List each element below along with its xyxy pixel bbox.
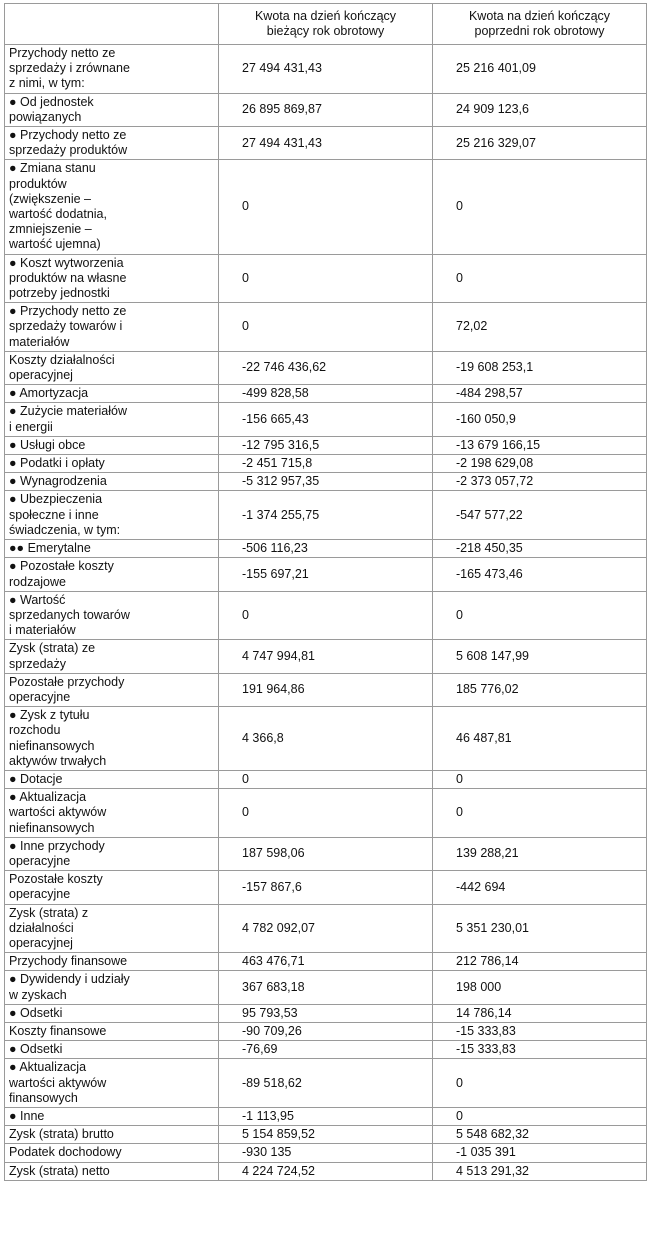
current-year-value: 4 747 994,81 — [219, 640, 433, 673]
table-row — [5, 127, 647, 160]
current-year-value: 4 366,8 — [219, 707, 433, 771]
current-year-value: -2 451 715,8 — [219, 455, 433, 473]
row-label: Koszty finansowe — [5, 1022, 219, 1040]
current-year-value: -156 665,43 — [219, 403, 433, 436]
table-row — [5, 455, 647, 473]
row-label: Pozostałe przychody operacyjne — [5, 673, 219, 706]
table-row — [5, 540, 647, 558]
current-year-value: -5 312 957,35 — [219, 473, 433, 491]
previous-year-value: -15 333,83 — [433, 1041, 647, 1059]
table-row — [5, 1126, 647, 1144]
row-label: ● Dywidendy i udziały w zyskach — [5, 971, 219, 1004]
table-row — [5, 971, 647, 1004]
previous-year-value: 5 351 230,01 — [433, 904, 647, 953]
row-label: ● Podatki i opłaty — [5, 455, 219, 473]
current-year-value: 0 — [219, 789, 433, 838]
previous-year-value: -2 373 057,72 — [433, 473, 647, 491]
current-year-value: 0 — [219, 303, 433, 352]
row-label: Przychody netto ze sprzedaży i zrównane z nimi, w tym: — [5, 45, 219, 94]
row-label: Zysk (strata) brutto — [5, 1126, 219, 1144]
row-label: ● Koszt wytworzenia produktów na własne potrzeby jednostki — [5, 254, 219, 303]
income-statement-table — [4, 3, 647, 1181]
current-year-value: 0 — [219, 160, 433, 254]
previous-year-value: 0 — [433, 160, 647, 254]
table-row — [5, 436, 647, 454]
previous-year-value: -484 298,57 — [433, 385, 647, 403]
row-label: ● Aktualizacja wartości aktywów finansowych — [5, 1059, 219, 1108]
row-label: ● Wynagrodzenia — [5, 473, 219, 491]
row-label: ● Aktualizacja wartości aktywów niefinansowych — [5, 789, 219, 838]
row-label: ● Odsetki — [5, 1041, 219, 1059]
previous-year-value: 185 776,02 — [433, 673, 647, 706]
previous-year-value: 46 487,81 — [433, 707, 647, 771]
row-label: Zysk (strata) ze sprzedaży — [5, 640, 219, 673]
table-row — [5, 1144, 647, 1162]
header-row — [5, 4, 647, 45]
previous-year-value: 24 909 123,6 — [433, 93, 647, 126]
table-row — [5, 351, 647, 384]
table-body — [5, 45, 647, 1181]
table-row — [5, 789, 647, 838]
previous-year-value: -547 577,22 — [433, 491, 647, 540]
row-label: ● Zmiana stanu produktów (zwiększenie – wartość dodatnia, zmniejszenie – wartość ujemna) — [5, 160, 219, 254]
previous-year-value: -15 333,83 — [433, 1022, 647, 1040]
table-row — [5, 45, 647, 94]
table-row — [5, 770, 647, 788]
current-year-value: 4 782 092,07 — [219, 904, 433, 953]
previous-year-value: 0 — [433, 591, 647, 640]
row-label: Zysk (strata) netto — [5, 1162, 219, 1180]
current-year-value: -90 709,26 — [219, 1022, 433, 1040]
current-year-value: -930 135 — [219, 1144, 433, 1162]
row-label: ● Zużycie materiałów i energii — [5, 403, 219, 436]
previous-year-value: -442 694 — [433, 871, 647, 904]
current-year-value: -12 795 316,5 — [219, 436, 433, 454]
previous-year-value: 5 548 682,32 — [433, 1126, 647, 1144]
previous-year-value: 4 513 291,32 — [433, 1162, 647, 1180]
row-label: Koszty działalności operacyjnej — [5, 351, 219, 384]
table-row — [5, 254, 647, 303]
previous-year-value: 0 — [433, 254, 647, 303]
row-label: ● Zysk z tytułu rozchodu niefinansowych aktywów trwałych — [5, 707, 219, 771]
current-year-value: 26 895 869,87 — [219, 93, 433, 126]
table-row — [5, 871, 647, 904]
table-row — [5, 1162, 647, 1180]
previous-year-value: 72,02 — [433, 303, 647, 352]
current-year-value: 5 154 859,52 — [219, 1126, 433, 1144]
table-row — [5, 1022, 647, 1040]
table-row — [5, 303, 647, 352]
previous-year-value: -19 608 253,1 — [433, 351, 647, 384]
header-current-year: Kwota na dzień kończący bieżący rok obrotowy — [219, 4, 433, 45]
current-year-value: 187 598,06 — [219, 837, 433, 870]
table-row — [5, 385, 647, 403]
row-label: ● Inne — [5, 1108, 219, 1126]
current-year-value: -1 374 255,75 — [219, 491, 433, 540]
row-label: Pozostałe koszty operacyjne — [5, 871, 219, 904]
previous-year-value: 25 216 401,09 — [433, 45, 647, 94]
previous-year-value: 14 786,14 — [433, 1004, 647, 1022]
previous-year-value: 139 288,21 — [433, 837, 647, 870]
row-label: ●● Emerytalne — [5, 540, 219, 558]
previous-year-value: -160 050,9 — [433, 403, 647, 436]
row-label: ● Dotacje — [5, 770, 219, 788]
current-year-value: 191 964,86 — [219, 673, 433, 706]
current-year-value: 463 476,71 — [219, 953, 433, 971]
table-row — [5, 591, 647, 640]
current-year-value: -157 867,6 — [219, 871, 433, 904]
row-label: ● Pozostałe koszty rodzajowe — [5, 558, 219, 591]
row-label: ● Przychody netto ze sprzedaży produktów — [5, 127, 219, 160]
current-year-value: 0 — [219, 591, 433, 640]
row-label: ● Odsetki — [5, 1004, 219, 1022]
row-label: ● Ubezpieczenia społeczne i inne świadczenia, w tym: — [5, 491, 219, 540]
table-row — [5, 160, 647, 254]
current-year-value: 0 — [219, 254, 433, 303]
row-label: Podatek dochodowy — [5, 1144, 219, 1162]
row-label: Zysk (strata) z działalności operacyjnej — [5, 904, 219, 953]
table-row — [5, 904, 647, 953]
previous-year-value: 0 — [433, 789, 647, 838]
current-year-value: 4 224 724,52 — [219, 1162, 433, 1180]
table-row — [5, 558, 647, 591]
previous-year-value: -165 473,46 — [433, 558, 647, 591]
table-row — [5, 837, 647, 870]
previous-year-value: 5 608 147,99 — [433, 640, 647, 673]
previous-year-value: -2 198 629,08 — [433, 455, 647, 473]
current-year-value: -76,69 — [219, 1041, 433, 1059]
current-year-value: 0 — [219, 770, 433, 788]
row-label: ● Inne przychody operacyjne — [5, 837, 219, 870]
table-row — [5, 673, 647, 706]
previous-year-value: 0 — [433, 770, 647, 788]
previous-year-value: 0 — [433, 1108, 647, 1126]
previous-year-value: 25 216 329,07 — [433, 127, 647, 160]
current-year-value: -1 113,95 — [219, 1108, 433, 1126]
previous-year-value: -1 035 391 — [433, 1144, 647, 1162]
row-label: ● Wartość sprzedanych towarów i materiałów — [5, 591, 219, 640]
header-cell-empty — [5, 4, 219, 45]
table-row — [5, 473, 647, 491]
current-year-value: -22 746 436,62 — [219, 351, 433, 384]
table-row — [5, 953, 647, 971]
current-year-value: 95 793,53 — [219, 1004, 433, 1022]
previous-year-value: 0 — [433, 1059, 647, 1108]
previous-year-value: 198 000 — [433, 971, 647, 1004]
current-year-value: -506 116,23 — [219, 540, 433, 558]
previous-year-value: -218 450,35 — [433, 540, 647, 558]
current-year-value: 27 494 431,43 — [219, 127, 433, 160]
table-row — [5, 1108, 647, 1126]
row-label: ● Od jednostek powiązanych — [5, 93, 219, 126]
table-row — [5, 640, 647, 673]
row-label: ● Przychody netto ze sprzedaży towarów i materiałów — [5, 303, 219, 352]
row-label: ● Amortyzacja — [5, 385, 219, 403]
row-label: Przychody finansowe — [5, 953, 219, 971]
previous-year-value: 212 786,14 — [433, 953, 647, 971]
current-year-value: -155 697,21 — [219, 558, 433, 591]
previous-year-value: -13 679 166,15 — [433, 436, 647, 454]
table-row — [5, 491, 647, 540]
current-year-value: 27 494 431,43 — [219, 45, 433, 94]
header-previous-year: Kwota na dzień kończący poprzedni rok obrotowy — [433, 4, 647, 45]
table-row — [5, 1059, 647, 1108]
table-row — [5, 707, 647, 771]
table-row — [5, 403, 647, 436]
current-year-value: 367 683,18 — [219, 971, 433, 1004]
row-label: ● Usługi obce — [5, 436, 219, 454]
table-row — [5, 1004, 647, 1022]
table-row — [5, 1041, 647, 1059]
current-year-value: -499 828,58 — [219, 385, 433, 403]
current-year-value: -89 518,62 — [219, 1059, 433, 1108]
table-row — [5, 93, 647, 126]
